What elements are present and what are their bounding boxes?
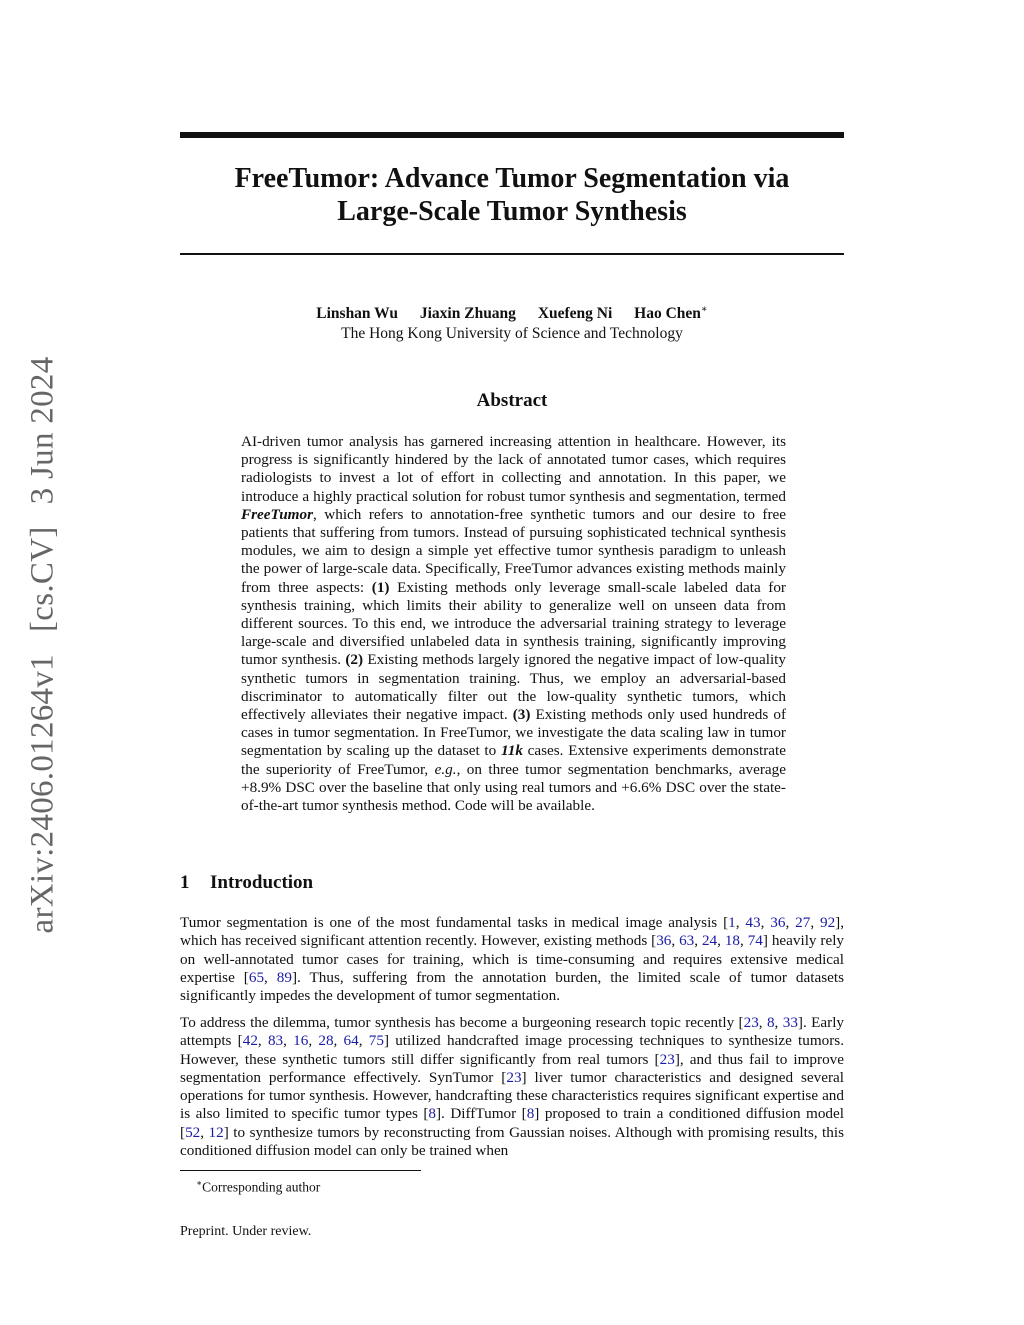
citation-link[interactable]: 42 bbox=[242, 1032, 258, 1050]
abstract-text bbox=[241, 433, 786, 815]
text-segment: , bbox=[810, 914, 820, 931]
text-segment: , bbox=[760, 914, 771, 931]
text-segment: , bbox=[785, 914, 796, 931]
citation-link[interactable]: 36 bbox=[656, 932, 672, 950]
citation-link[interactable]: 12 bbox=[208, 1123, 224, 1141]
text-segment: , bbox=[735, 914, 746, 931]
text-segment: , bbox=[257, 1032, 268, 1050]
author-name: Jiaxin Zhuang bbox=[419, 305, 516, 323]
section-number: 1 bbox=[180, 872, 190, 893]
section-heading bbox=[180, 872, 313, 894]
text-segment: ] utilized handcrafted image processing techniques to synthesize tumors. However, these synthetic tumors still differ significantly from real tumors [ bbox=[180, 1032, 845, 1068]
abstract-heading: Abstract bbox=[476, 390, 548, 411]
citation-link[interactable]: 33 bbox=[782, 1014, 798, 1031]
preprint-notice: Preprint. Under review. bbox=[180, 1224, 312, 1239]
text-segment: ] to synthesize tumors by reconstructing from Gaussian noises. Although with promising results, this conditioned diffusion model can only be trained when bbox=[180, 1123, 844, 1160]
citation-link[interactable]: 43 bbox=[745, 914, 761, 931]
text-segment: ]. DiffTumor [ bbox=[436, 1105, 527, 1123]
citation-link[interactable]: 27 bbox=[795, 914, 811, 931]
citation-link[interactable]: 18 bbox=[724, 932, 740, 950]
arxiv-date: 3 Jun 2024 bbox=[24, 356, 61, 505]
dataset-size: 11k bbox=[500, 742, 523, 760]
citation-link[interactable]: 1 bbox=[728, 914, 736, 931]
citation-link[interactable]: 92 bbox=[819, 914, 836, 931]
text-segment: ]. Thus, suffering from the annotation burden, the limited scale of tumor datasets significantly impedes the development of tumor segmentation. bbox=[180, 968, 844, 1005]
abstract-segment: , which refers to annotation-free synthetic tumors and our desire to free patients that suffering from tumors. Instead of pursuing sophisticated technical synthesis modules, we aim to design a simple yet effective tumor synthesis paradigm to unleash the power of large-scale data. Specifically, FreeTumor advances existing methods mainly from three aspects: bbox=[241, 505, 786, 596]
intro-paragraph-2 bbox=[180, 1014, 844, 1160]
text-segment: , bbox=[758, 1014, 767, 1031]
aspect-marker-1: (1) bbox=[371, 578, 390, 596]
text-segment: , bbox=[774, 1014, 783, 1031]
title-bottom-rule bbox=[180, 253, 844, 255]
corresponding-marker: ∗ bbox=[700, 304, 708, 315]
abstract-segment: , on three tumor segmentation benchmarks, average +8.9% DSC over the baseline that only using real tumors and +6.6% DSC over the state-of-the-art tumor synthesis method. Code will be available. bbox=[241, 760, 786, 815]
citation-link[interactable]: 23 bbox=[743, 1014, 759, 1031]
citation-link[interactable]: 16 bbox=[293, 1032, 309, 1050]
text-segment: , bbox=[308, 1032, 319, 1050]
footnote-text: Corresponding author bbox=[202, 1179, 321, 1195]
citation-link[interactable]: 8 bbox=[428, 1105, 436, 1123]
text-segment: ] liver tumor characteristics and designed several operations for tumor synthesis. However, handcrafting these characteristics requires significant expertise and is also limited to specific tumor types [ bbox=[180, 1068, 844, 1123]
citation-link[interactable]: 75 bbox=[368, 1032, 384, 1050]
paper-title bbox=[180, 162, 844, 228]
footnote-rule bbox=[180, 1170, 421, 1171]
abstract-segment: AI-driven tumor analysis has garnered increasing attention in healthcare. However, its progress is significantly hindered by the lack of annotated tumor cases, which requires radiologists to invest a lot of effort in collecting and annotation. In this paper, we introduce a highly practical solution for robust tumor synthesis and segmentation, termed bbox=[241, 433, 786, 505]
footnote-marker: ∗ bbox=[196, 1178, 203, 1188]
top-rule bbox=[180, 132, 844, 138]
author-name: Hao Chen bbox=[634, 305, 701, 323]
section-title: Introduction bbox=[210, 872, 314, 893]
text-segment: , bbox=[740, 932, 748, 950]
citation-link[interactable]: 28 bbox=[318, 1032, 334, 1050]
citation-link[interactable]: 8 bbox=[766, 1014, 775, 1031]
freetumor-term: FreeTumor bbox=[241, 505, 313, 523]
citation-link[interactable]: 83 bbox=[267, 1032, 284, 1050]
author-name: Linshan Wu bbox=[316, 305, 398, 323]
author-name: Xuefeng Ni bbox=[537, 305, 613, 323]
citation-link[interactable]: 23 bbox=[506, 1068, 522, 1086]
title-line-2: Large-Scale Tumor Synthesis bbox=[337, 196, 687, 227]
citation-link[interactable]: 52 bbox=[185, 1123, 201, 1141]
text-segment: ], and thus fail to improve segmentation performance effectively. SynTumor [ bbox=[180, 1050, 844, 1086]
citation-link[interactable]: 63 bbox=[679, 932, 695, 950]
citation-link[interactable]: 24 bbox=[701, 932, 718, 950]
text-segment: , bbox=[717, 932, 725, 950]
citation-link[interactable]: 36 bbox=[770, 914, 786, 931]
aspect-marker-3: (3) bbox=[512, 706, 531, 724]
citation-link[interactable]: 89 bbox=[276, 968, 292, 986]
citation-link[interactable]: 65 bbox=[248, 968, 265, 986]
title-line-1: FreeTumor: Advance Tumor Segmentation via bbox=[234, 163, 790, 194]
text-segment: , bbox=[283, 1032, 294, 1050]
text-segment: To address the dilemma, tumor synthesis has become a burgeoning research topic recently [ bbox=[180, 1014, 744, 1031]
aspect-marker-2: (2) bbox=[345, 651, 364, 669]
text-segment: , bbox=[358, 1032, 369, 1050]
text-segment: , bbox=[671, 932, 680, 950]
citation-link[interactable]: 8 bbox=[526, 1105, 535, 1123]
abstract-segment: Existing methods largely ignored the negative impact of low-quality synthetic tumors in segmentation training. Thus, we employ an adversarial-based discriminator to automatically filter out the low-quality synthetic tumors, which effectively alleviates their negative impact. bbox=[241, 651, 786, 724]
text-segment: ] proposed to train a conditioned diffusion model [ bbox=[180, 1105, 844, 1141]
eg-abbrev: e.g. bbox=[434, 760, 457, 778]
author-list bbox=[180, 300, 844, 324]
arxiv-category: [cs.CV] bbox=[24, 526, 61, 633]
text-segment: , bbox=[200, 1123, 209, 1141]
text-segment: , bbox=[333, 1032, 344, 1050]
text-segment: , bbox=[694, 932, 702, 950]
abstract-segment: cases. Extensive experiments demonstrate the superiority of FreeTumor, bbox=[241, 742, 786, 778]
text-segment: ], which has received significant attention recently. However, existing methods [ bbox=[180, 914, 845, 950]
arxiv-id: arXiv:2406.01264v1 bbox=[24, 654, 61, 934]
text-segment: ]. Early attempts [ bbox=[180, 1014, 845, 1050]
citation-link[interactable]: 74 bbox=[747, 932, 763, 950]
footnote bbox=[196, 1175, 320, 1196]
affiliation: The Hong Kong University of Science and Technology bbox=[341, 325, 683, 342]
citation-link[interactable]: 64 bbox=[343, 1032, 359, 1050]
arxiv-sidebar-stamp bbox=[25, 357, 62, 934]
intro-paragraph-1 bbox=[180, 914, 844, 1005]
text-segment: Tumor segmentation is one of the most fundamental tasks in medical image analysis [ bbox=[180, 914, 729, 931]
text-segment: ] heavily rely on well-annotated tumor cases for training, which is time-consuming and requires extensive medical expertise [ bbox=[180, 932, 845, 986]
abstract-segment: Existing methods only used hundreds of cases in tumor segmentation. In FreeTumor, we investigate the data scaling law in tumor segmentation by scaling up the dataset to bbox=[241, 706, 787, 760]
citation-link[interactable]: 23 bbox=[659, 1050, 675, 1068]
text-segment: , bbox=[264, 968, 277, 986]
abstract-segment: Existing methods only leverage small-scale labeled data for synthesis training, which limits their ability to generalize well on unseen data from different sources. To this end, we introduce the adversarial training strategy to leverage large-scale and diversified unlabeled data in synthesis training, significantly improving tumor synthesis. bbox=[241, 578, 786, 669]
author-name-corresponding bbox=[634, 305, 708, 322]
